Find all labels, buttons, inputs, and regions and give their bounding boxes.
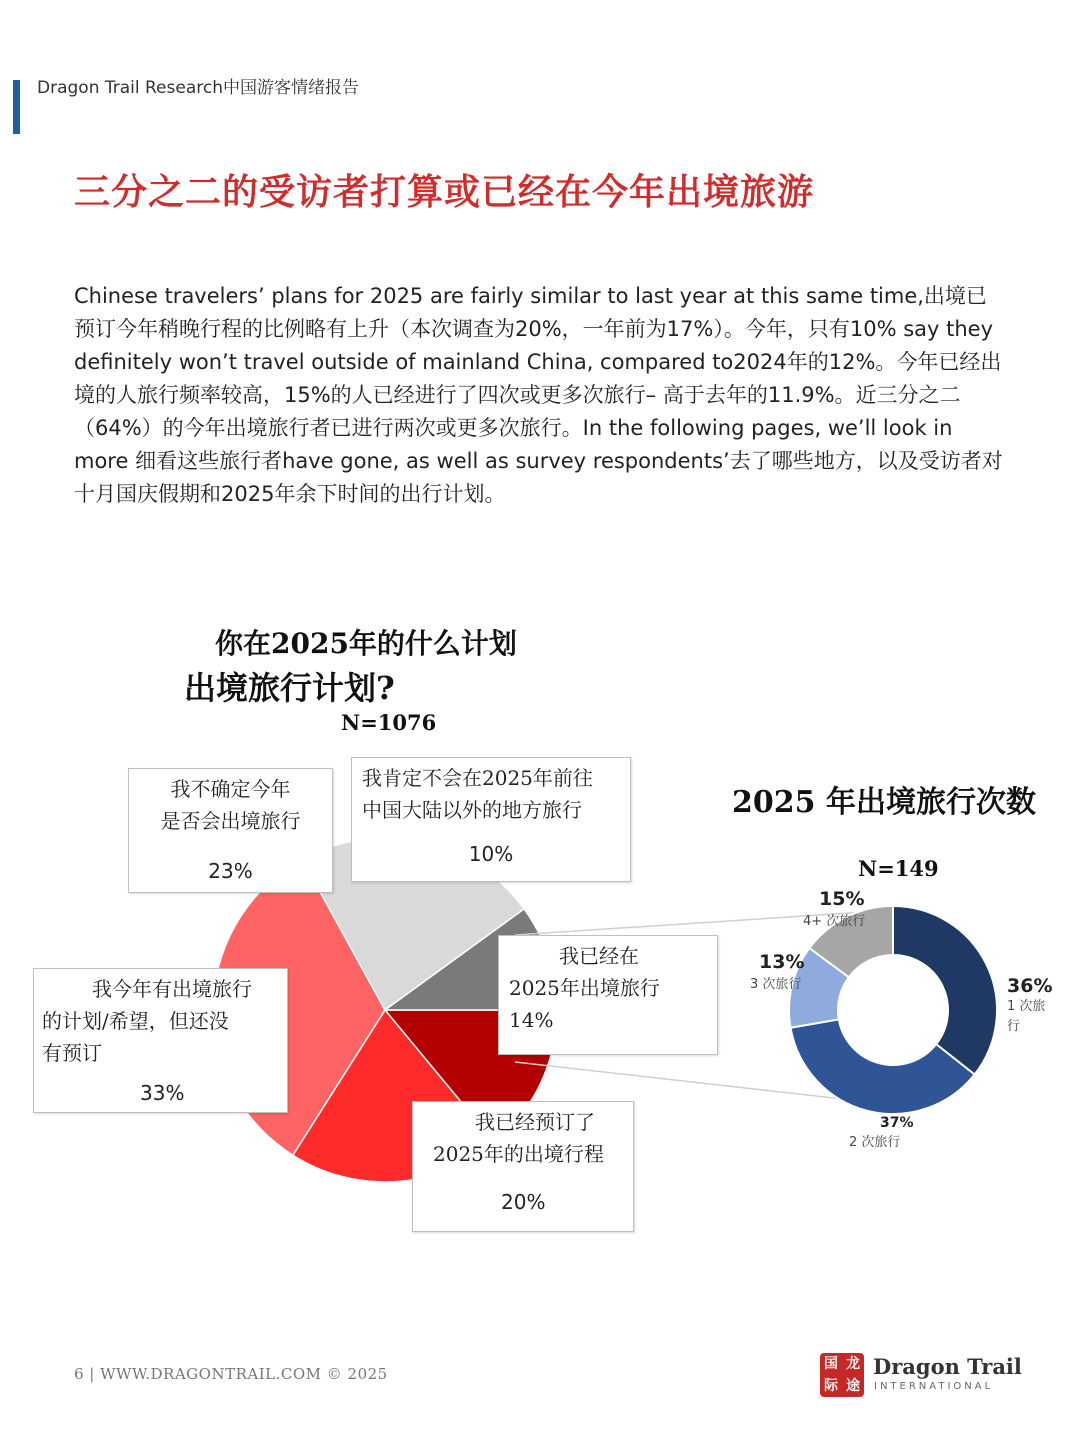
callout-plan-line3: 有预订 [42, 1041, 102, 1065]
donut-sub-4plus: 4+ 次旅行 [803, 914, 866, 929]
callout-unsure-pct: 23% [208, 859, 253, 883]
callout-plan-line1: 我今年有出境旅行 [92, 977, 252, 1001]
callout-booked-pct: 20% [501, 1190, 546, 1214]
logo-char: 际 [824, 1378, 838, 1394]
donut-chart [789, 906, 997, 1114]
callout-booked-line2: 2025年的出境行程 [433, 1142, 604, 1166]
pie-title-line1: 你在2025年的什么计划 [215, 627, 517, 660]
donut-label-4plus [803, 888, 893, 929]
donut-segment-t1 [893, 906, 997, 1074]
callout-plan [33, 968, 288, 1113]
donut-pct-2: 37% [880, 1115, 914, 1131]
donut-sub-1: 1 次旅行 [1007, 999, 1046, 1034]
callout-unsure-line2: 是否会出境旅行 [160, 809, 301, 833]
donut-label-2 [849, 1115, 929, 1150]
donut-pct-4plus: 15% [819, 888, 865, 910]
report-title: Dragon Trail Research中国游客情绪报告 [37, 78, 359, 98]
callout-no-line1: 我肯定不会在2025年前往 [362, 766, 593, 790]
callout-booked [412, 1101, 634, 1232]
callout-plan-pct: 33% [140, 1081, 185, 1105]
donut-sub-2: 2 次旅行 [849, 1135, 901, 1150]
donut-label-1 [1007, 975, 1067, 1037]
callout-already [498, 935, 718, 1055]
callout-already-pct: 14% [509, 1008, 554, 1032]
pie-title-line2: 出境旅行计划? [184, 669, 395, 707]
callout-no-line2: 中国大陆以外的地方旅行 [362, 798, 582, 822]
donut-sample-size: N=149 [858, 856, 939, 881]
logo-name: Dragon Trail [873, 1354, 1022, 1379]
page-headline: 三分之二的受访者打算或已经在今年出境旅游 [74, 171, 815, 213]
callout-already-line1: 我已经在 [559, 944, 639, 968]
callout-already-line2: 2025年出境旅行 [509, 976, 660, 1000]
logo-mark-icon [820, 1353, 864, 1397]
callout-plan-line2: 的计划/希望，但还没 [42, 1009, 229, 1033]
footer-text: 6 | WWW.DRAGONTRAIL.COM © 2025 [74, 1365, 388, 1383]
donut-sub-3: 3 次旅行 [750, 977, 802, 992]
donut-label-3 [750, 951, 825, 992]
intro-paragraph: Chinese travelers’ plans for 2025 are fairly similar to last year at this same time,出境已预订今年稍晚行程的比例略有上升（本次调查为20%，一年前为17%）。今年，只有10% say they definitely won’t travel outside of mainland China, compared to2024年的12%。今年已经出境的人旅行频率较高，15%的人已经进行了四次或更多次旅行– 高于去年的11.9%。近三分之二（64%）的今年出境旅行者已进行两次或更多次旅行。In the following pages, we’ll look in more 细看这些旅行者have gone, as well as survey respondents’去了哪些地方，以及受访者对十月国庆假期和2025年余下时间的出行计划。 [74, 284, 1003, 506]
logo-char: 国 [824, 1356, 838, 1372]
callout-unsure-line1: 我不确定今年 [170, 777, 291, 801]
callout-booked-line1: 我已经预订了 [475, 1110, 595, 1134]
donut-pct-1: 36% [1007, 975, 1053, 997]
logo-subtitle: INTERNATIONAL [874, 1381, 994, 1392]
pie-sample-size: N=1076 [341, 710, 437, 735]
donut-title: 2025 年出境旅行次数 [732, 785, 1036, 820]
logo-char: 途 [846, 1378, 860, 1394]
callout-no [351, 757, 631, 882]
callout-no-pct: 10% [468, 842, 514, 866]
logo-char: 龙 [846, 1356, 860, 1372]
callout-unsure [128, 768, 333, 893]
donut-pct-3: 13% [759, 951, 805, 973]
